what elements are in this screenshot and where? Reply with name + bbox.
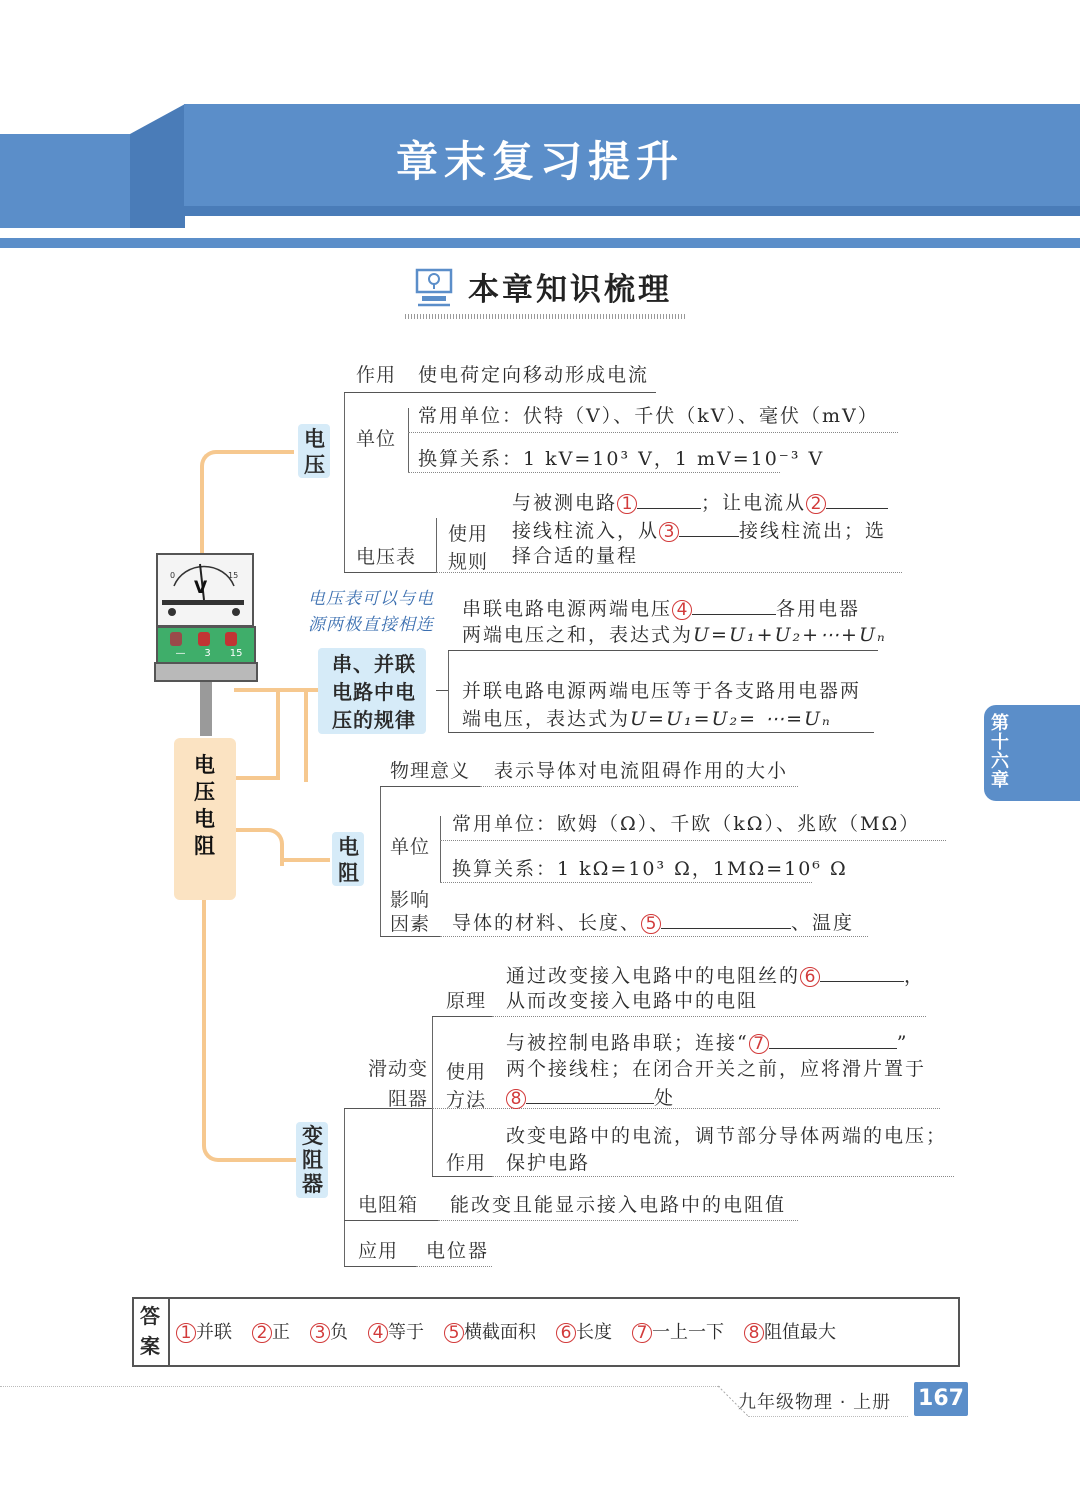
- principle-line2: 从而改变接入电路中的电阻: [506, 990, 759, 1012]
- series-law-line1: 串联电路电源两端电压 4 各用电器: [462, 598, 861, 620]
- answer-item: 5 横截面积: [444, 1318, 536, 1344]
- resistance-meaning-label: 物理意义: [390, 760, 471, 782]
- usage-line2: 两个接线柱；在闭合开关之前，应将滑片置于: [506, 1058, 927, 1080]
- answer-item: 8 阻值最大: [744, 1318, 836, 1344]
- page-title: 章末复习提升: [395, 137, 684, 186]
- usage-line3: 8 处: [506, 1087, 675, 1109]
- series-parallel-label: 串、并联电路中电压的规律: [332, 652, 416, 732]
- principle-line1: 通过改变接入电路中的电阻丝的 6 ，: [506, 965, 926, 987]
- chapter-side-tab-label: 第十六章: [991, 713, 1009, 791]
- resistance-unit-label: 单位: [390, 836, 431, 858]
- voltmeter-label: 电压表: [356, 546, 417, 568]
- root-node-label: 电压 电阻: [194, 753, 215, 858]
- rheostat-function-label: 作用: [446, 1152, 487, 1174]
- answer-item: 4 等于: [368, 1318, 424, 1344]
- section-title: 本章知识梳理: [468, 272, 672, 308]
- resistance-box-text: 能改变且能显示接入电路中的电阻值: [450, 1194, 787, 1216]
- answer-item: 7 一上一下: [632, 1318, 724, 1344]
- page-number: 167: [914, 1382, 968, 1416]
- resistance-meaning-text: 表示导体对电流阻碍作用的大小: [494, 760, 789, 782]
- voltmeter-rule-line1: 与被测电路 1 ；让电流从 2: [512, 492, 888, 514]
- answer-item: 2 正: [252, 1318, 290, 1344]
- rheostat-node-label: 变阻器: [302, 1124, 323, 1196]
- answer-label: 答案: [140, 1304, 160, 1358]
- voltmeter-rule-line3: 择合适的量程: [512, 545, 639, 567]
- resistance-node-label: 电阻: [338, 835, 359, 885]
- principle-label: 原理: [446, 990, 487, 1012]
- voltmeter-rules-label: 使用规则: [448, 523, 489, 573]
- voltage-unit-label: 单位: [356, 428, 397, 450]
- resistance-box-label: 电阻箱: [358, 1194, 419, 1216]
- parallel-law-line2: 端电压，表达式为U=U₁=U₂= ⋯=Uₙ: [462, 708, 832, 730]
- footer-book-title: 九年级物理 · 上册: [738, 1392, 892, 1413]
- connector-series: [234, 688, 308, 782]
- rheostat-function-line1: 改变电路中的电流，调节部分导体两端的电压；: [506, 1125, 948, 1147]
- lightbulb-computer-icon: [414, 265, 460, 311]
- connector-rheostat: [202, 900, 306, 1162]
- rheostat-function-line2: 保护电路: [506, 1152, 591, 1174]
- connector-resistance: [234, 828, 284, 866]
- usage-method-label: 使用方法: [446, 1061, 487, 1111]
- resistance-unit-conversion: 换算关系：1 kΩ=10³ Ω，1MΩ=10⁶ Ω: [452, 858, 848, 880]
- parallel-law-line1: 并联电路电源两端电压等于各支路用电器两: [462, 680, 862, 702]
- voltage-purpose-label: 作用: [356, 364, 397, 386]
- application-text: 电位器: [426, 1240, 490, 1262]
- voltage-purpose-text: 使电荷定向移动形成电流: [418, 364, 650, 386]
- voltage-unit-common: 常用单位：伏特（V）、千伏（kV）、毫伏（mV）: [418, 405, 879, 427]
- voltage-node-label: 电压: [304, 427, 325, 477]
- svg-text:0: 0: [170, 571, 176, 580]
- answer-item: 1 并联: [176, 1318, 232, 1344]
- banner-fold: [130, 104, 190, 228]
- voltmeter-rule-line2: 接线柱流入，从 3 接线柱流出；选: [512, 520, 887, 542]
- series-law-line2: 两端电压之和，表达式为U=U₁+U₂+⋯+Uₙ: [462, 624, 887, 646]
- voltmeter-note: 电压表可以与电源两极直接相连: [308, 589, 434, 635]
- resistance-factors-label: 影响因素: [390, 889, 431, 935]
- usage-line1: 与被控制电路串联；连接“ 7 ”: [506, 1032, 909, 1054]
- svg-text:15: 15: [228, 571, 239, 580]
- resistance-unit-common: 常用单位：欧姆（Ω）、千欧（kΩ）、兆欧（MΩ）: [452, 813, 921, 835]
- answer-item: 6 长度: [556, 1318, 612, 1344]
- answer-item: 3 负: [310, 1318, 348, 1344]
- application-label: 应用: [358, 1240, 399, 1262]
- answer-list: [176, 1318, 836, 1344]
- sliding-rheostat-label: 滑动变阻器: [367, 1058, 428, 1110]
- voltage-unit-conversion: 换算关系：1 kV=10³ V，1 mV=10⁻³ V: [418, 448, 825, 470]
- voltmeter-symbol: V: [194, 578, 208, 598]
- resistance-factors-text: 导体的材料、长度、 5 、温度: [452, 912, 855, 934]
